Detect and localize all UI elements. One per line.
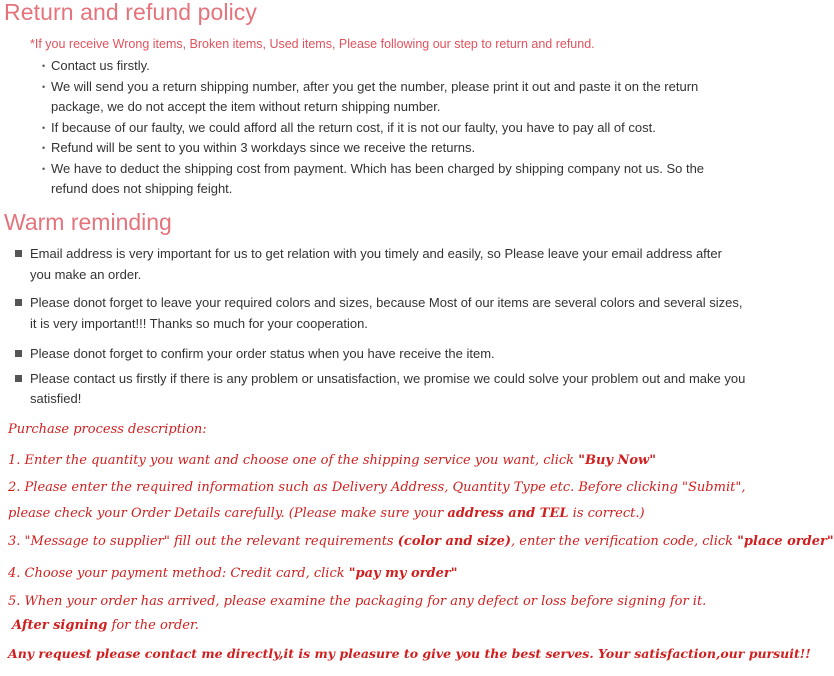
reminding-title: Warm reminding xyxy=(4,209,172,235)
process-step-1 xyxy=(8,453,656,468)
list-item: Please contact us firstly if there is any problem or unsatisfaction, we promise we could solve your problem out and make you satisfied! xyxy=(14,369,746,410)
policy-list xyxy=(44,56,744,200)
process-step-5a: 5. When your order has arrived, please examine the packaging for any defect or loss before signing for it. xyxy=(8,594,707,609)
step-text: is correct.) xyxy=(572,506,645,521)
list-item: • Refund will be sent to you within 3 workdays since we receive the returns. xyxy=(44,138,744,159)
process-step-3 xyxy=(8,534,834,549)
list-item: Please donot forget to confirm your order status when you have receive the item. xyxy=(14,344,746,365)
process-heading: Purchase process description: xyxy=(8,422,207,437)
after-signing-text: After signing xyxy=(12,618,108,633)
step-text: , enter the verification code, click xyxy=(511,534,734,549)
place-order-text: "place order" xyxy=(737,534,834,549)
step-text: 3. "Message to supplier" fill out the relevant requirements xyxy=(8,534,394,549)
process-step-5b xyxy=(12,618,199,633)
step-text: 4. Choose your payment method: Credit card, click xyxy=(8,566,345,581)
step-text: please check your Order Details carefully. (Please make sure your xyxy=(8,506,444,521)
list-item: Email address is very important for us to get relation with you timely and easily, so Please leave your email address after you make an order. xyxy=(14,244,746,285)
color-size-text: (color and size) xyxy=(397,534,512,549)
list-item: • If because of our faulty, we could afford all the return cost, if it is not our faulty, you have to pay all of cost. xyxy=(44,118,744,139)
pay-my-order-text: "pay my order" xyxy=(348,566,458,581)
process-step-2b xyxy=(8,506,645,521)
process-step-2a: 2. Please enter the required information such as Delivery Address, Quantity Type etc. Before clicking "Submit", xyxy=(8,480,746,495)
reminding-list xyxy=(14,244,746,410)
closing-text: Any request please contact me directly,it is my pleasure to give you the best serves. Your satisfaction,our pursuit!! xyxy=(8,646,811,661)
list-item: • Contact us firstly. xyxy=(44,56,744,77)
step-text: for the order. xyxy=(111,618,199,633)
policy-note: *If you receive Wrong items, Broken items, Used items, Please following our step to return and refund. xyxy=(30,37,595,51)
step-text: 1. Enter the quantity you want and choose one of the shipping service you want, click xyxy=(8,453,575,468)
list-item: Please donot forget to leave your required colors and sizes, because Most of our items are several colors and several sizes, it is very important!!! Thanks so much for your cooperation. xyxy=(14,293,746,334)
address-tel-text: address and TEL xyxy=(447,506,569,521)
policy-title: Return and refund policy xyxy=(4,0,257,25)
buy-now-text: "Buy Now" xyxy=(578,453,657,468)
list-item: • We have to deduct the shipping cost from payment. Which has been charged by shipping company not us. So the refund does not shipping feight. xyxy=(44,159,744,200)
list-item: • We will send you a return shipping number, after you get the number, please print it out and paste it on the return package, we do not accept the item without return shipping number. xyxy=(44,77,744,118)
process-step-4 xyxy=(8,566,457,581)
